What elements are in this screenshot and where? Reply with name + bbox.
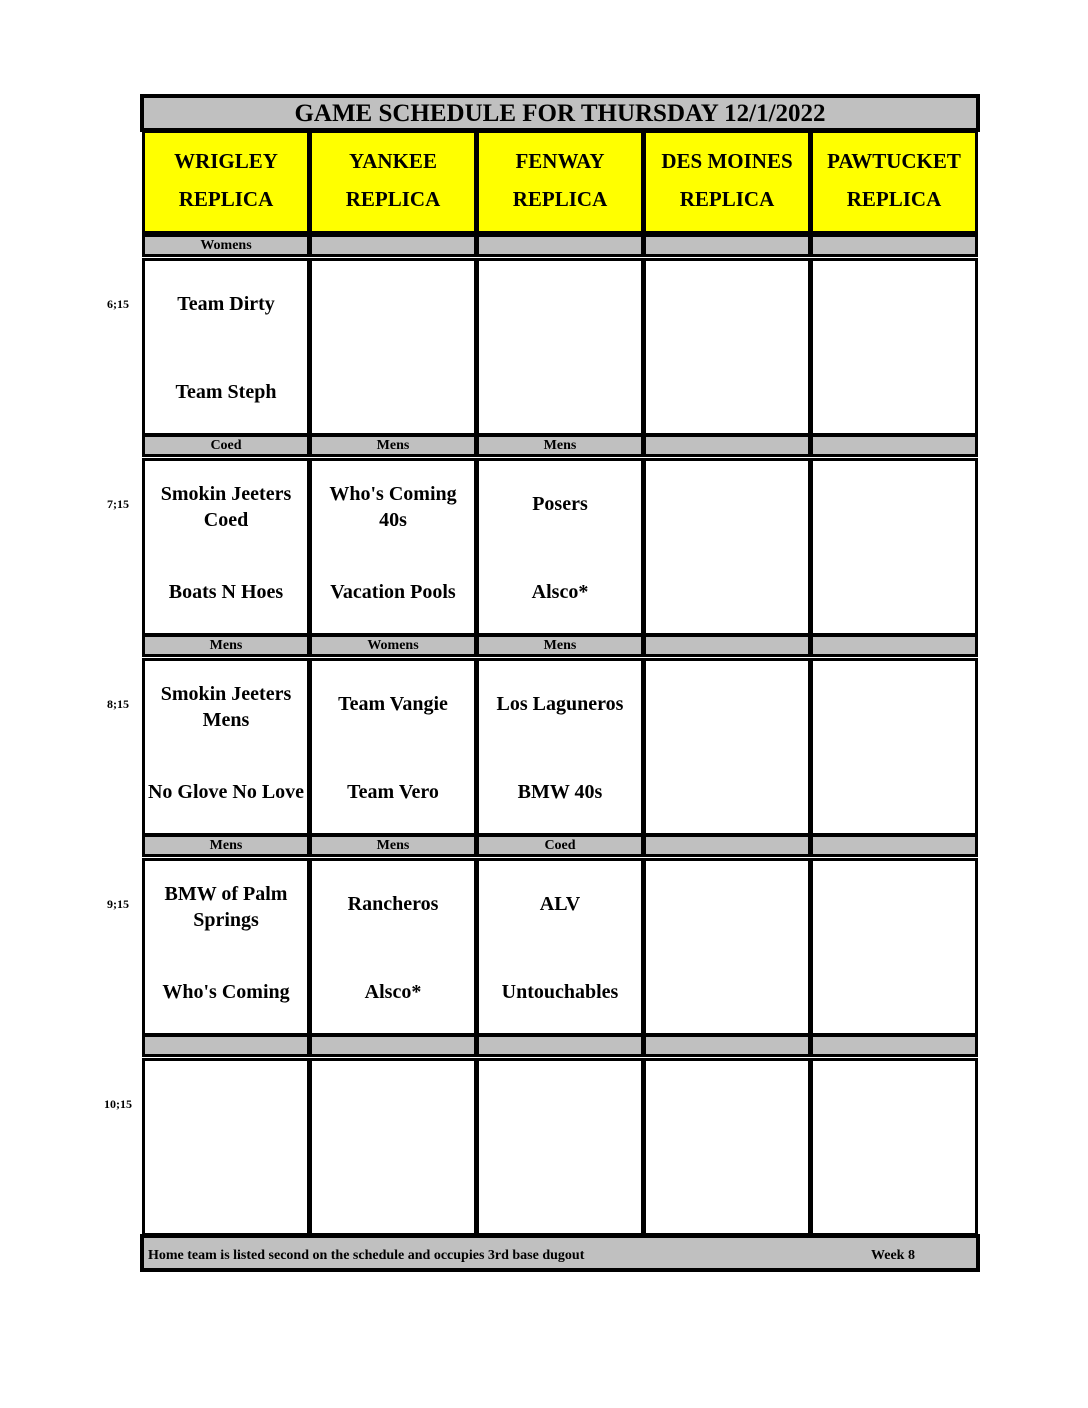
- field-header-2: [309, 130, 477, 234]
- game-cell: [476, 658, 644, 836]
- field-name: FENWAY: [515, 149, 605, 173]
- division-label: Coed: [142, 434, 310, 457]
- away-team: Team Vangie: [338, 693, 448, 715]
- division-label: [643, 434, 811, 457]
- division-label: Mens: [142, 834, 310, 857]
- game-cell: [810, 258, 978, 436]
- game-cell: [309, 1058, 477, 1236]
- division-label: Mens: [142, 634, 310, 657]
- field-subtitle: REPLICA: [679, 187, 775, 211]
- home-team: Untouchables: [501, 981, 619, 1003]
- division-label: Mens: [309, 834, 477, 857]
- time-label: 6;15: [107, 297, 129, 311]
- away-team: Rancheros: [347, 893, 439, 915]
- away-team: ALV: [539, 893, 581, 915]
- game-cell: [142, 258, 310, 436]
- home-team: Who's Coming: [162, 981, 290, 1003]
- game-cell: [810, 858, 978, 1036]
- game-cell: [810, 1058, 978, 1236]
- field-header-1: [142, 130, 310, 234]
- away-team: Los Laguneros: [496, 693, 624, 715]
- game-cell: [643, 658, 811, 836]
- division-label: Womens: [309, 634, 477, 657]
- division-label: [309, 1034, 477, 1057]
- home-team: Team Vero: [347, 781, 439, 803]
- game-cell: [476, 258, 644, 436]
- home-team: BMW 40s: [517, 781, 603, 803]
- time-label: 7;15: [107, 497, 129, 511]
- game-cell: [142, 458, 310, 636]
- field-header-4: [643, 130, 811, 234]
- field-header-3: [476, 130, 644, 234]
- game-cell: [643, 858, 811, 1036]
- game-cell: [476, 458, 644, 636]
- division-label: [309, 234, 477, 257]
- footer-bar: [140, 1234, 980, 1272]
- away-team: Smokin Jeeters Coed: [160, 483, 292, 531]
- time-label: 9;15: [107, 897, 129, 911]
- away-team: Who's Coming 40s: [329, 483, 457, 531]
- field-subtitle: REPLICA: [846, 187, 942, 211]
- field-subtitle: REPLICA: [178, 187, 274, 211]
- week-label: Week 8: [871, 1248, 915, 1263]
- game-cell: [643, 258, 811, 436]
- away-team: Posers: [532, 493, 588, 515]
- division-label: [643, 1034, 811, 1057]
- game-cell: [810, 458, 978, 636]
- division-label: [810, 834, 978, 857]
- game-cell: [142, 1058, 310, 1236]
- division-label: [643, 834, 811, 857]
- away-team: BMW of Palm Springs: [164, 883, 288, 931]
- division-label: Mens: [476, 634, 644, 657]
- division-label: Mens: [309, 434, 477, 457]
- time-label: 10;15: [104, 1097, 132, 1111]
- field-header-5: [810, 130, 978, 234]
- home-team: Alsco*: [531, 581, 589, 603]
- field-subtitle: REPLICA: [345, 187, 441, 211]
- game-cell: [643, 458, 811, 636]
- time-label: 8;15: [107, 697, 129, 711]
- game-cell: [142, 858, 310, 1036]
- game-cell: [142, 658, 310, 836]
- division-label: [810, 434, 978, 457]
- game-cell: [643, 1058, 811, 1236]
- footer-note: Home team is listed second on the schedule and occupies 3rd base dugout: [148, 1248, 585, 1263]
- game-cell: [810, 658, 978, 836]
- home-team: Alsco*: [364, 981, 422, 1003]
- game-cell: [309, 458, 477, 636]
- field-name: YANKEE: [349, 149, 437, 173]
- division-label: [476, 1034, 644, 1057]
- field-subtitle: REPLICA: [512, 187, 608, 211]
- field-name: WRIGLEY: [174, 149, 278, 173]
- game-cell: [476, 1058, 644, 1236]
- division-label: Mens: [476, 434, 644, 457]
- division-label: Womens: [142, 234, 310, 257]
- page-title: GAME SCHEDULE FOR THURSDAY 12/1/2022: [140, 94, 980, 132]
- game-cell: [309, 658, 477, 836]
- field-name: PAWTUCKET: [827, 149, 961, 173]
- home-team: Boats N Hoes: [168, 581, 284, 603]
- home-team: Team Steph: [175, 381, 277, 403]
- division-label: [810, 634, 978, 657]
- game-cell: [476, 858, 644, 1036]
- division-label: [810, 1034, 978, 1057]
- game-cell: [309, 258, 477, 436]
- field-name: DES MOINES: [661, 149, 793, 173]
- division-label: [476, 234, 644, 257]
- game-cell: [309, 858, 477, 1036]
- away-team: Smokin Jeeters Mens: [160, 683, 292, 731]
- home-team: Vacation Pools: [330, 581, 456, 603]
- home-team: No Glove No Love: [147, 781, 305, 803]
- away-team: Team Dirty: [177, 293, 275, 315]
- division-label: [643, 634, 811, 657]
- division-label: Coed: [476, 834, 644, 857]
- division-label: [643, 234, 811, 257]
- division-label: [142, 1034, 310, 1057]
- division-label: [810, 234, 978, 257]
